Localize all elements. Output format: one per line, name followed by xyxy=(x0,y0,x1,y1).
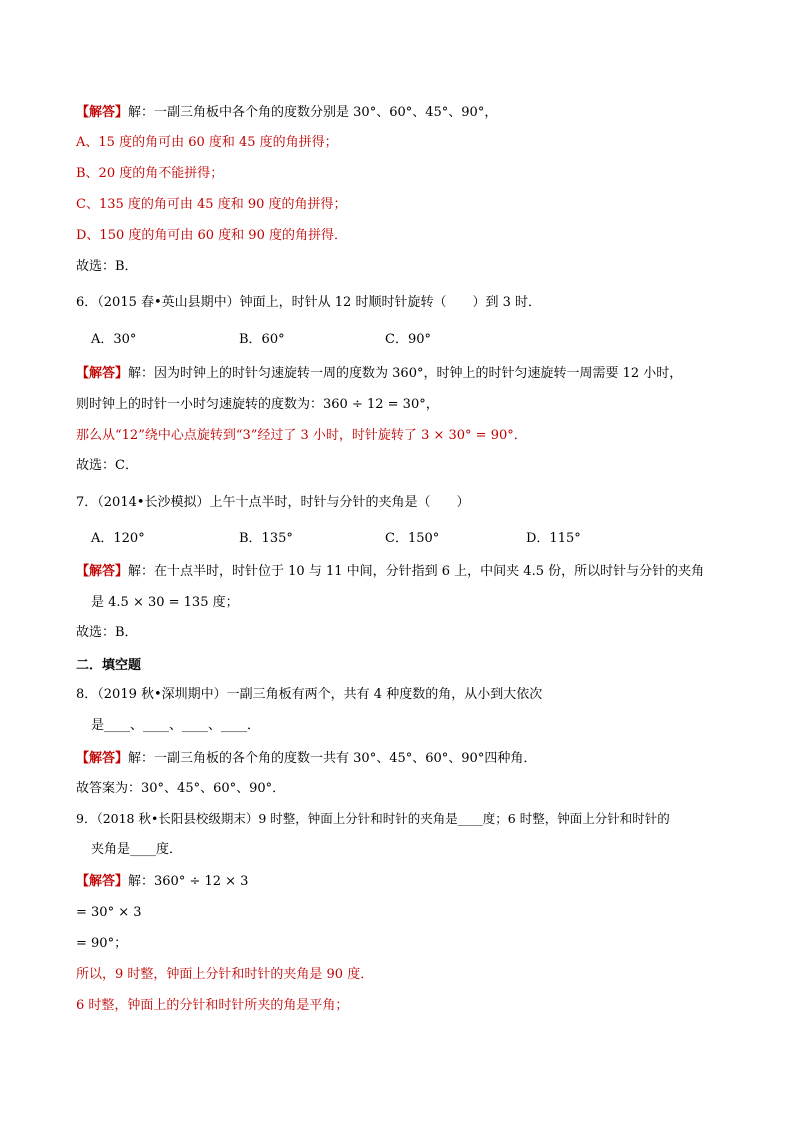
q7-option-c: C．150° xyxy=(385,531,440,546)
q9-answer-line-4: 所以，9 时整，钟面上分针和时针的夹角是 90 度． xyxy=(76,967,374,982)
q5-answer-line-2: A、15 度的角可由 60 度和 45 度的角拼得； xyxy=(76,135,338,150)
q6-option-b: B．60° xyxy=(239,332,285,347)
q8-answer-line-1 xyxy=(76,749,536,769)
answer-text: 解：在十点半时，时针位于 10 与 11 中间，分针指到 6 上，中间夹 4.5 份，所以时针与分针的夹角 xyxy=(128,564,705,579)
q9-stem-line-2: 夹角是____度． xyxy=(91,842,183,857)
q7-answer-choice: 故选：B． xyxy=(76,625,138,640)
answer-tag: 【解答】 xyxy=(76,751,129,766)
q6-option-a: A．30° xyxy=(91,332,137,347)
answer-tag: 【解答】 xyxy=(76,564,129,579)
q5-answer-line-5: D、150 度的角可由 60 度和 90 度的角拼得． xyxy=(76,228,347,243)
q9-answer-line-3: = 90°； xyxy=(76,936,128,951)
section-title: 二．填空题 xyxy=(76,658,142,673)
q7-option-b: B．135° xyxy=(239,531,293,546)
q7-option-a: A．120° xyxy=(91,531,145,546)
q9-answer-line-5: 6 时整，钟面上的分针和时针所夹的角是平角； xyxy=(76,998,349,1013)
q7-answer-line-2: 是 4.5 × 30 = 135 度； xyxy=(91,595,239,610)
q5-answer-line-1 xyxy=(76,103,497,123)
q6-answer-line-3: 那么从“12”绕中心点旋转到“3”经过了 3 小时，时针旋转了 3 × 30° = 90°． xyxy=(76,428,527,443)
answer-tag: 【解答】 xyxy=(76,366,129,381)
q6-option-c: C．90° xyxy=(385,332,431,347)
q6-answer-line-1 xyxy=(76,364,682,384)
q5-answer-line-3: B、20 度的角不能拼得； xyxy=(76,166,224,181)
answer-tag: 【解答】 xyxy=(76,874,129,889)
answer-text: 解：一副三角板中各个角的度数分别是 30°、60°、45°、90°， xyxy=(128,105,498,120)
q8-stem-line-1: 8．（2019 秋•深圳期中）一副三角板有两个，共有 4 种度数的角，从小到大依次 xyxy=(76,687,543,702)
answer-text: 解：一副三角板的各个角的度数一共有 30°、45°、60°、90°四种角． xyxy=(128,751,537,766)
answer-text: 解：360° ÷ 12 × 3 xyxy=(128,874,249,889)
q8-answer-line-2: 故答案为：30°、45°、60°、90°． xyxy=(76,781,286,796)
q9-answer-line-1 xyxy=(76,872,248,892)
q5-answer-line-4: C、135 度的角可由 45 度和 90 度的角拼得； xyxy=(76,197,347,212)
q7-option-d: D．115° xyxy=(526,531,581,546)
q8-stem-line-2: 是____、____、____、____． xyxy=(91,718,261,733)
q6-answer-line-2: 则时钟上的时针一小时匀速旋转的度数为：360 ÷ 12 = 30°， xyxy=(76,397,439,412)
q7-answer-line-1 xyxy=(76,562,704,582)
answer-text: 解：因为时钟上的时针匀速旋转一周的度数为 360°，时钟上的时针匀速旋转一周需要 12 小时， xyxy=(128,366,683,381)
answer-tag: 【解答】 xyxy=(76,105,129,120)
q7-stem: 7．（2014•长沙模拟）上午十点半时，时针与分针的夹角是（ ） xyxy=(76,495,470,510)
q9-stem-line-1: 9．（2018 秋•长阳县校级期末）9 时整，钟面上分针和时针的夹角是____度；6 时整，钟面上分针和时针的 xyxy=(76,811,670,826)
q6-answer-choice: 故选：C． xyxy=(76,458,138,473)
q6-stem: 6．（2015 春•英山县期中）钟面上，时针从 12 时顺时针旋转（ ）到 3 时． xyxy=(76,295,541,310)
q9-answer-line-2: = 30° × 3 xyxy=(76,905,142,920)
q5-answer-choice: 故选：B． xyxy=(76,259,138,274)
